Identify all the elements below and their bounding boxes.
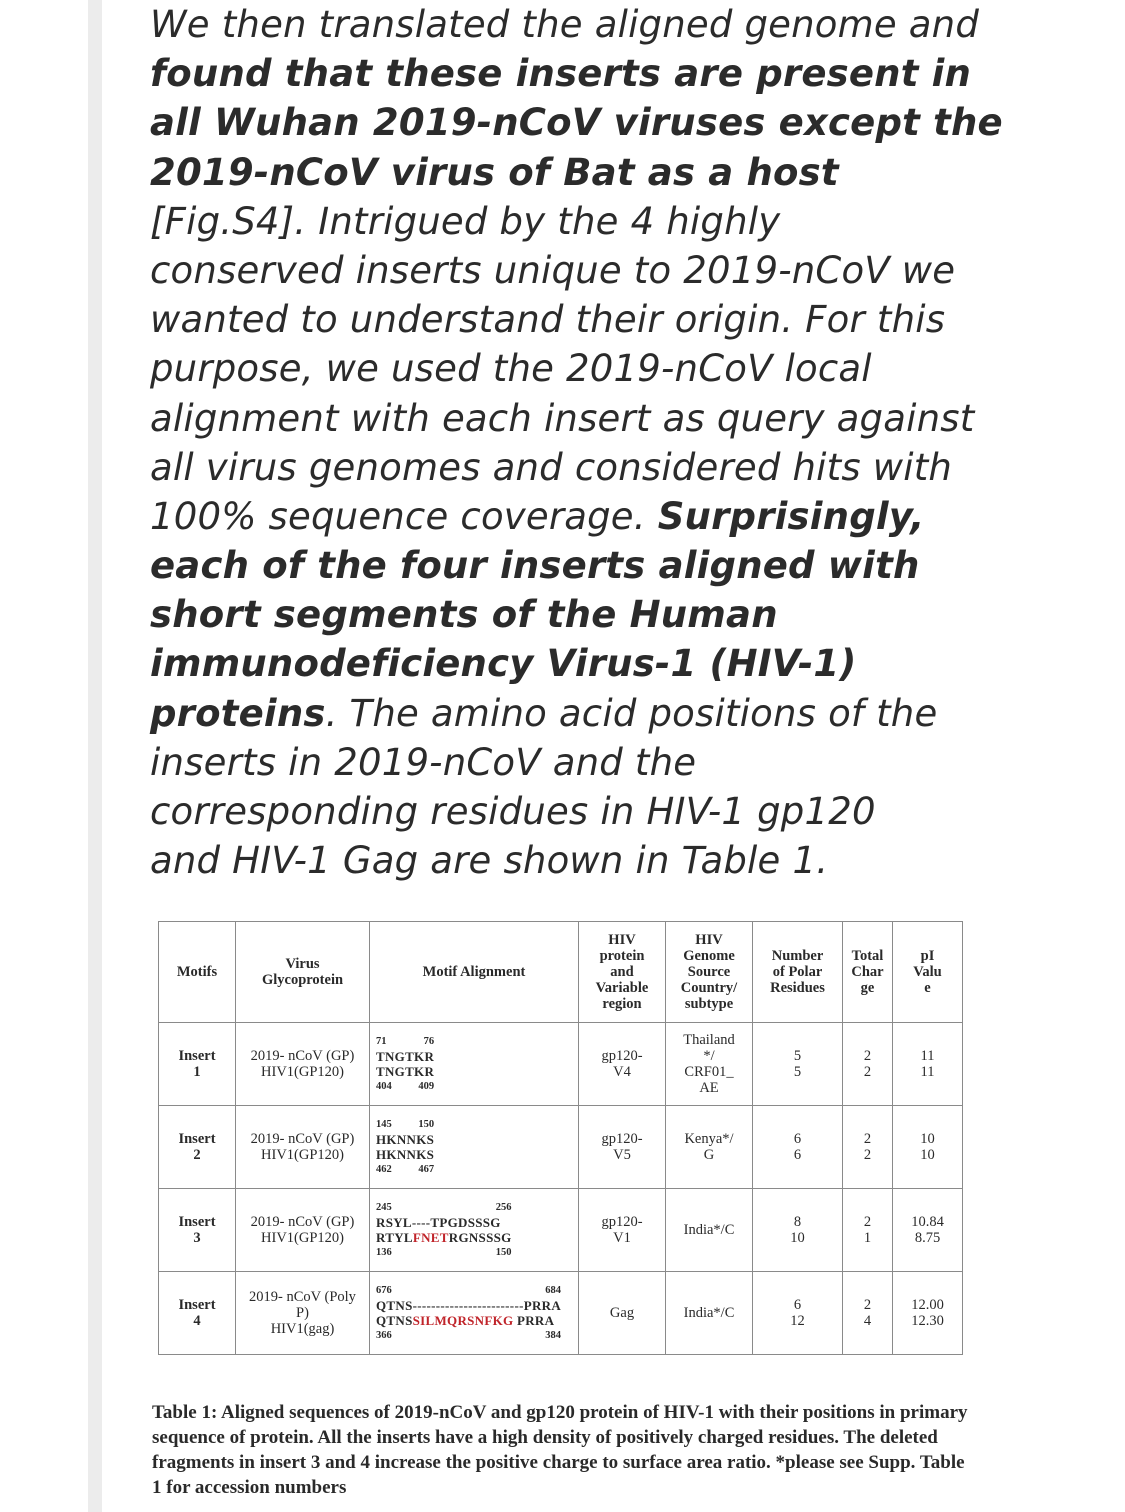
highlighted-residues: FNET	[412, 1230, 449, 1245]
motif-alignment-cell	[370, 1023, 579, 1106]
column-header: pI Valu e	[893, 922, 963, 1023]
column-header: Total Char ge	[843, 922, 893, 1023]
article-line	[150, 0, 1020, 49]
position-start: 404	[376, 1081, 392, 1092]
hiv-sequence	[376, 1313, 561, 1328]
article-line	[150, 98, 1020, 147]
motif-alignment-cell	[370, 1189, 579, 1272]
table-caption: Table 1: Aligned sequences of 2019-nCoV and gp120 protein of HIV-1 with their positions in primary sequence of protein. All the inserts have a high density of positively charged residues. The deleted fragments in insert 3 and 4 increase the positive charge to surface area ratio. *please see Supp. Table 1 for accession numbers	[152, 1402, 968, 1498]
ncov-sequence	[376, 1132, 434, 1147]
pi-value-cell: 10.84 8.75	[893, 1189, 963, 1272]
hiv-protein-cell: Gag	[579, 1272, 666, 1355]
text: all virus genomes and considered hits with	[150, 445, 953, 489]
article-line	[150, 197, 1020, 246]
glycoprotein-cell: 2019- nCoV (GP) HIV1(GP120)	[236, 1189, 370, 1272]
polar-residues-cell: 6 12	[753, 1272, 843, 1355]
text: . The amino acid positions of the	[325, 691, 938, 735]
motif-cell: Insert 1	[159, 1023, 236, 1106]
column-header: Motif Alignment	[370, 922, 579, 1023]
column-header: HIV Genome Source Country/ subtype	[666, 922, 753, 1023]
article-line	[150, 394, 1020, 443]
position-start: 136	[376, 1247, 392, 1258]
table-row	[159, 1023, 963, 1106]
text: alignment with each insert as query against	[150, 396, 975, 440]
left-margin-rail	[88, 0, 102, 1512]
article-line	[150, 689, 1020, 738]
position-start: 676	[376, 1285, 392, 1296]
genome-source-cell: India*/C	[666, 1189, 753, 1272]
glycoprotein-cell: 2019- nCoV (GP) HIV1(GP120)	[236, 1106, 370, 1189]
glycoprotein-cell: 2019- nCoV (Poly P) HIV1(gag)	[236, 1272, 370, 1355]
article-line	[150, 590, 1020, 639]
text: We then translated the aligned genome and	[150, 3, 980, 46]
text: purpose, we used the 2019-nCoV local	[150, 347, 872, 391]
article-line	[150, 148, 1020, 197]
polar-residues-cell: 8 10	[753, 1189, 843, 1272]
hiv-positions	[376, 1162, 434, 1177]
residues: PRRA	[513, 1313, 555, 1328]
genome-source-cell: Thailand */ CRF01_ AE	[666, 1023, 753, 1106]
bold-text: Surprisingly,	[657, 494, 925, 538]
alignment-table	[158, 921, 963, 1355]
hiv-sequence	[376, 1064, 434, 1079]
ncov-sequence	[376, 1049, 434, 1064]
genome-source-cell: Kenya*/ G	[666, 1106, 753, 1189]
article-line	[150, 836, 1020, 885]
table-row	[159, 1189, 963, 1272]
ncov-sequence	[376, 1298, 561, 1313]
ncov-sequence	[376, 1215, 512, 1230]
motif-cell: Insert 3	[159, 1189, 236, 1272]
article-line	[150, 246, 1020, 295]
bold-text: found that these inserts are present in	[150, 52, 972, 96]
residues: TNGTKR	[376, 1049, 435, 1064]
hiv-protein-cell: gp120- V5	[579, 1106, 666, 1189]
hiv-protein-cell: gp120- V4	[579, 1023, 666, 1106]
hiv-positions	[376, 1328, 561, 1343]
article-line	[150, 738, 1020, 787]
highlighted-residues: SILMQRSNFKG	[412, 1313, 514, 1328]
position-start: 71	[376, 1036, 387, 1047]
hiv-sequence	[376, 1230, 512, 1245]
polar-residues-cell: 5 5	[753, 1023, 843, 1106]
pi-value-cell: 12.00 12.30	[893, 1272, 963, 1355]
residues: HKNNKS	[376, 1132, 435, 1147]
hiv-positions	[376, 1079, 434, 1094]
total-charge-cell: 2 1	[843, 1189, 893, 1272]
residues: RSYL----TPGDSSSG	[376, 1215, 501, 1230]
position-end: 684	[545, 1285, 562, 1296]
glycoprotein-cell: 2019- nCoV (GP) HIV1(GP120)	[236, 1023, 370, 1106]
motif-alignment-cell	[370, 1272, 579, 1355]
residues: TNGTKR	[376, 1064, 435, 1079]
position-start: 366	[376, 1330, 392, 1341]
residues: RGNSSSG	[448, 1230, 512, 1245]
position-start: 462	[376, 1164, 392, 1175]
text: 100% sequence coverage.	[150, 494, 658, 538]
total-charge-cell: 2 2	[843, 1023, 893, 1106]
polar-residues-cell: 6 6	[753, 1106, 843, 1189]
column-header: HIV protein and Variable region	[579, 922, 666, 1023]
bold-text: each of the four inserts aligned with	[150, 544, 920, 588]
alignment-block	[376, 1034, 434, 1094]
alignment-block	[376, 1200, 512, 1260]
alignment-block	[376, 1117, 434, 1177]
position-start: 245	[376, 1202, 392, 1213]
residues: HKNNKS	[376, 1147, 435, 1162]
genome-source-cell: India*/C	[666, 1272, 753, 1355]
position-end: 150	[418, 1119, 435, 1130]
text: and HIV-1 Gag are shown in Table 1.	[150, 839, 829, 883]
ncov-positions	[376, 1283, 561, 1298]
ncov-positions	[376, 1034, 434, 1049]
article-line	[150, 295, 1020, 344]
text: wanted to understand their origin. For this	[150, 298, 946, 342]
ncov-positions	[376, 1200, 512, 1215]
table-image	[158, 921, 962, 1359]
ncov-positions	[376, 1117, 434, 1132]
bold-text: all Wuhan 2019-nCoV viruses except the	[150, 101, 1003, 145]
article-line	[150, 639, 1020, 688]
article-line	[150, 541, 1020, 590]
article-line	[150, 492, 1020, 541]
text: conserved inserts unique to 2019-nCoV we	[150, 248, 956, 292]
text: corresponding residues in HIV-1 gp120	[150, 790, 876, 833]
article-line	[150, 49, 1020, 98]
column-header: Number of Polar Residues	[753, 922, 843, 1023]
table-header-row	[159, 922, 963, 1023]
total-charge-cell: 2 2	[843, 1106, 893, 1189]
bold-text: short segments of the Human	[150, 593, 778, 637]
hiv-protein-cell: gp120- V1	[579, 1189, 666, 1272]
position-end: 384	[545, 1330, 562, 1341]
text: [Fig.S4]. Intrigued by the 4 highly	[150, 199, 781, 243]
position-end: 150	[495, 1247, 512, 1258]
table-row	[159, 1272, 963, 1355]
residues: QTNS------------------------PRRA	[376, 1298, 562, 1313]
position-end: 76	[423, 1036, 435, 1047]
column-header: Motifs	[159, 922, 236, 1023]
hiv-positions	[376, 1245, 512, 1260]
bold-text: immunodeficiency Virus-1 (HIV-1)	[150, 642, 857, 686]
article-line	[150, 344, 1020, 393]
article-line	[150, 443, 1020, 492]
total-charge-cell: 2 4	[843, 1272, 893, 1355]
bold-text: 2019-nCoV virus of Bat as a host	[150, 150, 839, 194]
table-row	[159, 1106, 963, 1189]
article-line	[150, 787, 1020, 836]
pi-value-cell: 10 10	[893, 1106, 963, 1189]
article-text	[150, 0, 1020, 885]
pi-value-cell: 11 11	[893, 1023, 963, 1106]
text: inserts in 2019-nCoV and the	[150, 740, 697, 784]
position-start: 145	[376, 1119, 392, 1130]
residues: RTYL	[376, 1230, 413, 1245]
hiv-sequence	[376, 1147, 434, 1162]
alignment-block	[376, 1283, 561, 1343]
column-header: Virus Glycoprotein	[236, 922, 370, 1023]
position-end: 467	[418, 1164, 435, 1175]
motif-cell: Insert 2	[159, 1106, 236, 1189]
residues: QTNS	[376, 1313, 413, 1328]
position-end: 256	[495, 1202, 512, 1213]
motif-cell: Insert 4	[159, 1272, 236, 1355]
bold-text: proteins	[150, 691, 326, 735]
position-end: 409	[418, 1081, 435, 1092]
motif-alignment-cell	[370, 1106, 579, 1189]
